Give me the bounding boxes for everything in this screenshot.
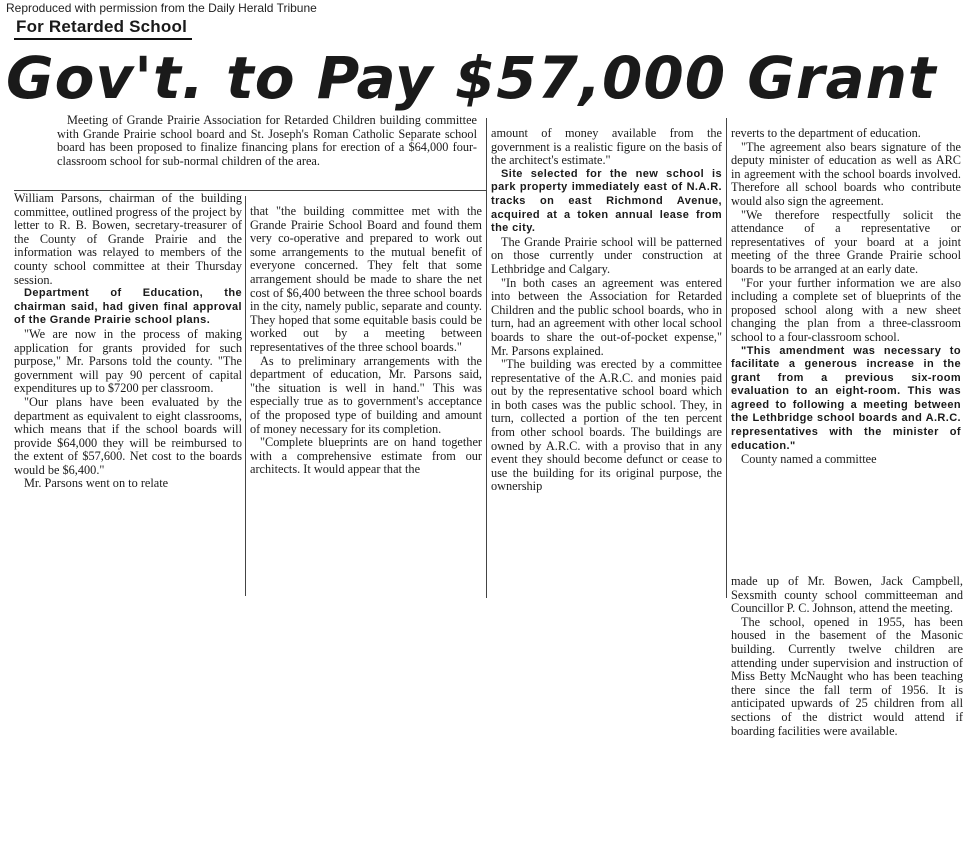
paragraph: that "the building committee met with the Grande Prairie School Board and found them very co-operative and prepared to work out some arrangements to the mutual benefit of everyone concerned. They felt that some arrangement should be made to share the net cost of $6,400 between the three school boards in the city, namely public, separate and county. They hoped that some equitable basis could be worked out by a meeting between representatives of the three school boards." (250, 205, 482, 354)
paragraph: "We therefore respectfully solicit the attendance of a representative or representatives of your board at a joint meeting of the three Grande Prairie school boards to be arranged at an early date. (731, 207, 961, 276)
column-rule (245, 196, 246, 596)
paragraph: "Our plans have been evaluated by the department as equivalent to eight classrooms, which means that if the school boards will provide $64,000 they will be reimbursed to the extent of $57,600. Net cost to the boards would be $6,400." (14, 394, 242, 477)
paragraph: Mr. Parsons went on to relate (24, 476, 169, 491)
headline: Gov't. to Pay $57,000 Grant (6, 44, 937, 112)
paragraph: "This amendment was necessary to facilitate a generous increase in the grant from a previous six-room evaluation to an eight-room. This was agreed to following a meeting between the Lethbridge school boards and A.R.C. representatives with the minister of education." (731, 344, 961, 452)
permission-credit: Reproduced with permission from the Daily Herald Tribune (6, 1, 317, 15)
article-column-1 (14, 192, 242, 602)
paragraph: William Parsons, chairman of the building committee, outlined progress of the project by letter to R. B. Bowen, secretary-treasurer of the County of Grande Prairie and the information was relayed to members of the county school committee at their Thursday session. (14, 192, 242, 287)
lede-text: Meeting of Grande Prairie Association for Retarded Children building committee with Grande Prairie school board and St. Joseph's Roman Catholic Separate school board has been proposed to finalize financing plans for erection of a $64,000 four-classroom school for sub-normal children of the area. (57, 114, 477, 168)
article-column-3 (491, 127, 722, 602)
paragraph: County named a committee (741, 452, 877, 467)
paragraph: Department of Education, the chairman said, had given final approval of the Grande Prairie school plans. (14, 287, 242, 327)
paragraph: "For your further information we are also including a complete set of blueprints of the proposed school along with a new sheet changing the plan from a three-classroom school to a four-classroom school. (731, 275, 961, 344)
paragraph: Site selected for the new school is park property immediately east of N.A.R. tracks on east Richmond Avenue, acquired at a token annual lease from the city. (491, 167, 722, 235)
article-column-2 (250, 205, 482, 600)
column-rule (486, 118, 487, 598)
paragraph: reverts to the department of education. (731, 127, 921, 140)
column-rule (726, 118, 727, 598)
paragraph: The school, opened in 1955, has been housed in the basement of the Masonic building. Currently twelve children are attending under supervision and instruction of Miss Betty McNaught who has been teaching there since the fall term of 1956. It is anticipated upwards of 25 children from all sections of the district would attend if boarding facilities were available. (731, 614, 963, 738)
section-kicker: For Retarded School (16, 17, 187, 36)
lede-rule (14, 190, 486, 191)
paragraph: As to preliminary arrangements with the department of education, Mr. Parsons said, "the situation is well in hand." This was especially true as to government's acceptance of the proposed type of building and amount of money necessary for its completion. (250, 353, 482, 436)
paragraph: made up of Mr. Bowen, Jack Campbell, Sexsmith county school committeeman and Councillor P. C. Johnson, attend the meeting. (731, 575, 963, 616)
lede-paragraph (57, 114, 477, 168)
paragraph: "Complete blueprints are on hand together with a comprehensive estimate from our architects. It would appear that the (250, 435, 482, 477)
article-column-4 (731, 127, 961, 577)
paragraph: "We are now in the process of making application for grants provided for such purpose," Mr. Parsons told the county. "The government will pay 90 percent of capital expenditures up to $7200 per classroom. (14, 326, 242, 396)
paragraph: The Grande Prairie school will be patterned on those currently under construction at Lethbridge and Calgary. (491, 234, 722, 276)
paragraph: amount of money available from the government is a realistic figure on the basis of the architect's estimate." (491, 127, 722, 168)
paragraph: "In both cases an agreement was entered into between the Association for Retarded Children and the public school boards, who in turn, had an agreement with other local school boards to share the out-of-pocket expense," Mr. Parsons explained. (491, 275, 722, 358)
paragraph: "The building was erected by a committee representative of the A.R.C. and monies paid out by the representative school board which in both cases was the public school. They, in turn, collected a portion of the ten percent from other school boards. The buildings are owned by A.R.C. with a proviso that in any event they should become defunct or cease to use the building for its original purpose, the ownership (491, 357, 722, 494)
paragraph: "The agreement also bears signature of the deputy minister of education as well as ARC in agreement with the school boards involved. Therefore all school boards who contribute would also sign the agreement. (731, 139, 961, 208)
article-column-5 (731, 575, 963, 830)
